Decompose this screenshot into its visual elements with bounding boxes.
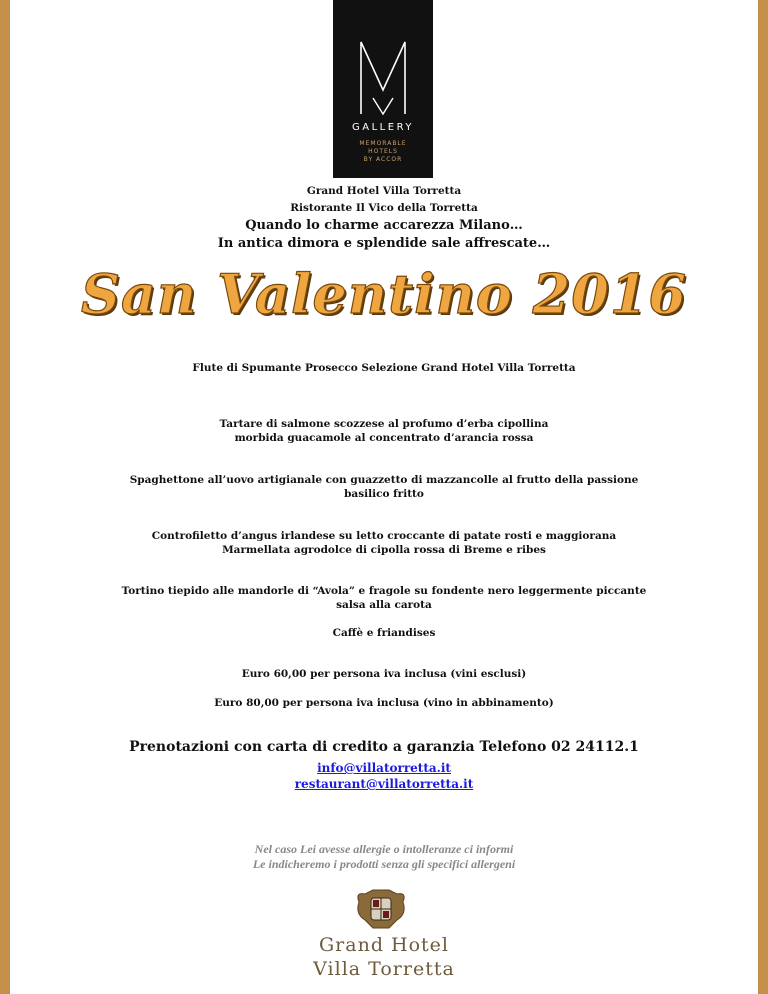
logo-brand: GALLERY — [352, 122, 414, 133]
logo-tagline-3: BY ACCOR — [363, 156, 403, 163]
menu-aperitif: Flute di Spumante Prosecco Selezione Grand Hotel Villa Torretta — [192, 362, 576, 374]
footer-logo-line-2: Villa Torretta — [313, 958, 455, 980]
menu-first-line-1: Spaghettone all’uovo artigianale con guazzetto di mazzancolle al frutto della passione — [129, 474, 639, 486]
tagline-2: In antica dimora e splendide sale affrescate… — [217, 236, 551, 251]
page-title: San Valentino 2016 — [81, 262, 687, 326]
mgallery-m-icon — [355, 38, 411, 116]
menu-dessert-line-2: salsa alla carota — [336, 599, 432, 611]
footer-logo-line-1: Grand Hotel — [319, 934, 449, 956]
menu-coffee: Caffè e friandises — [332, 627, 436, 639]
email-link-restaurant[interactable]: restaurant@villatorretta.it — [294, 777, 474, 791]
menu-main-line-1: Controfiletto d’angus irlandese su letto croccante di patate rosti e maggiorana — [151, 530, 617, 542]
logo-tagline-1: MEMORABLE — [359, 140, 407, 147]
logo-tagline-2: HOTELS — [368, 148, 398, 155]
allergy-note-line-1: Nel caso Lei avesse allergie o intolleranze ci informi — [254, 842, 514, 856]
restaurant-name: Ristorante Il Vico della Torretta — [290, 202, 478, 214]
mgallery-logo — [333, 0, 433, 178]
email-link-info[interactable]: info@villatorretta.it — [317, 761, 451, 775]
tagline-1: Quando lo charme accarezza Milano… — [245, 218, 523, 233]
menu-dessert-line-1: Tortino tiepido alle mandorle di “Avola” e fragole su fondente nero leggermente piccante — [121, 585, 647, 597]
reservation-info: Prenotazioni con carta di credito a garanzia Telefono 02 24112.1 — [129, 739, 639, 755]
allergy-note-line-2: Le indicheremo i prodotti senza gli specifici allergeni — [252, 857, 516, 871]
menu-starter-line-1: Tartare di salmone scozzese al profumo d’erba cipollina — [219, 418, 549, 430]
menu-first-line-2: basilico fritto — [344, 488, 424, 500]
hotel-name: Grand Hotel Villa Torretta — [306, 185, 462, 197]
price-option-2: Euro 80,00 per persona iva inclusa (vino in abbinamento) — [214, 697, 554, 709]
menu-starter-line-2: morbida guacamole al concentrato d’arancia rossa — [234, 432, 534, 444]
email-row-2 — [0, 773, 768, 792]
hotel-crest-icon — [353, 888, 409, 932]
price-option-1: Euro 60,00 per persona iva inclusa (vini esclusi) — [241, 668, 527, 680]
menu-main-line-2: Marmellata agrodolce di cipolla rossa di Breme e ribes — [222, 544, 546, 556]
